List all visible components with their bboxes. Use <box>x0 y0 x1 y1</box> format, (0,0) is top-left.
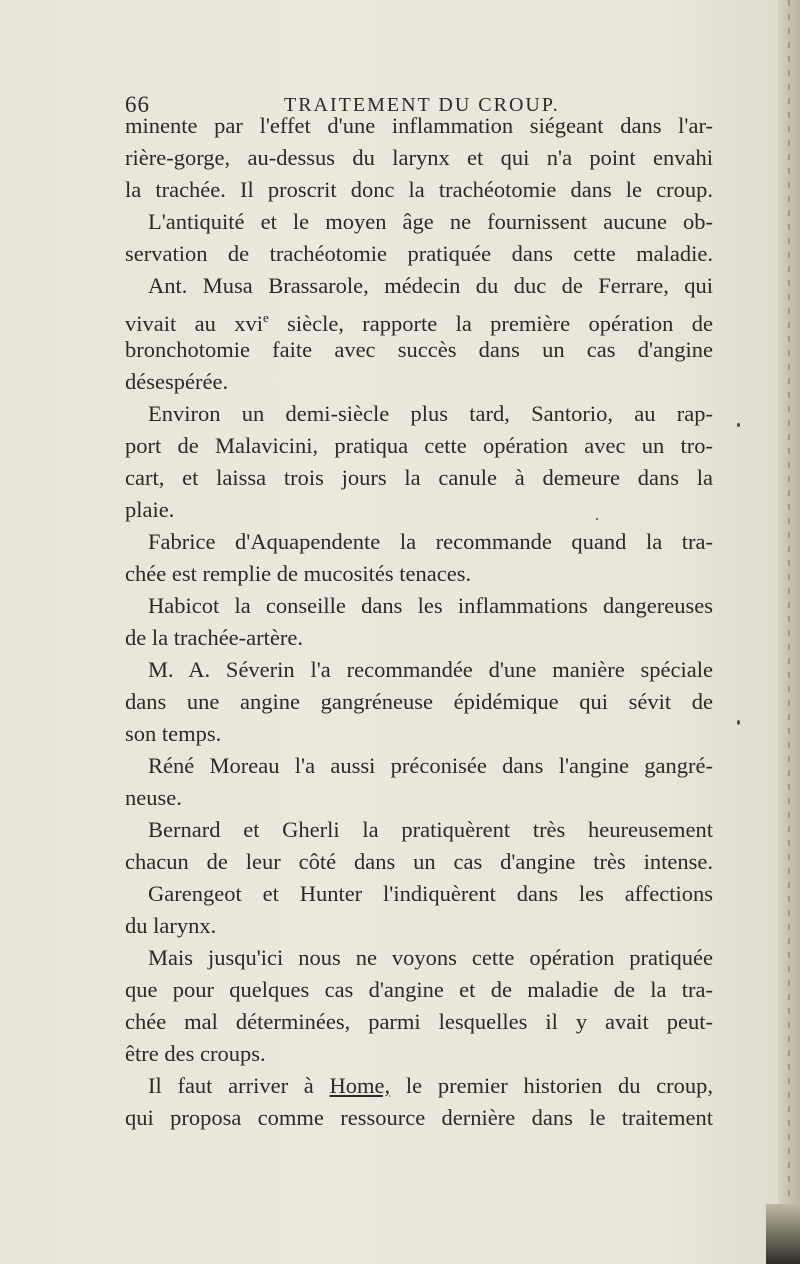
text-line: chée mal déterminées, parmi lesquelles il y avait peut- <box>125 1009 713 1034</box>
text-line <box>125 302 713 334</box>
text-line: de la trachée-artère. <box>125 625 303 650</box>
text-line: du larynx. <box>125 913 217 938</box>
underlined-name: Home, <box>329 1073 391 1098</box>
text-line: qui proposa comme ressource dernière dans le traitement <box>125 1105 713 1130</box>
text-fragment: siècle, rapporte la première opération de <box>287 311 714 336</box>
ink-speck <box>737 720 740 725</box>
text-line: neuse. <box>125 785 182 810</box>
ink-speck <box>737 423 740 427</box>
text-line: M. A. Séverin l'a recommandée d'une manière spéciale <box>148 657 713 682</box>
page-edge <box>778 0 800 1264</box>
text-line: Réné Moreau l'a aussi préconisée dans l'angine gangré- <box>148 753 713 778</box>
page-corner-shadow <box>766 1204 800 1264</box>
century-roman: xvi <box>234 311 263 336</box>
text-fragment: Il faut arriver à <box>148 1073 314 1098</box>
text-line: Garengeot et Hunter l'indiquèrent dans les affections <box>148 881 713 906</box>
century-superscript: e <box>262 310 269 325</box>
text-line: Bernard et Gherli la pratiquèrent très heureusement <box>148 817 713 842</box>
text-line: bronchotomie faite avec succès dans un cas d'angine <box>125 337 713 362</box>
text-line: être des croups. <box>125 1041 266 1066</box>
text-line: L'antiquité et le moyen âge ne fournissent aucune ob- <box>148 209 713 234</box>
text-line: Ant. Musa Brassarole, médecin du duc de Ferrare, qui <box>148 273 713 298</box>
text-line: port de Malavicini, pratiqua cette opération avec un tro- <box>125 433 713 458</box>
text-line: Fabrice d'Aquapendente la recommande quand la tra- <box>148 529 713 554</box>
text-line: rière-gorge, au-dessus du larynx et qui n'a point envahi <box>125 145 713 170</box>
running-head: TRAITEMENT DU CROUP. <box>284 94 560 116</box>
page-number: 66 <box>125 92 150 117</box>
text-line: que pour quelques cas d'angine et de maladie de la tra- <box>125 977 713 1002</box>
text-line: minente par l'effet d'une inflammation siégeant dans l'ar- <box>125 113 713 138</box>
ink-speck <box>596 518 598 520</box>
text-fragment: vivait au <box>125 311 216 336</box>
text-line: dans une angine gangréneuse épidémique qui sévit de <box>125 689 713 714</box>
text-line: Environ un demi-siècle plus tard, Santorio, au rap- <box>148 401 713 426</box>
body-text <box>125 110 713 1134</box>
text-fragment: le premier historien du croup, <box>405 1073 714 1098</box>
text-line: servation de trachéotomie pratiquée dans cette maladie. <box>125 241 713 266</box>
text-line: son temps. <box>125 721 222 746</box>
text-line: chée est remplie de mucosités tenaces. <box>125 561 472 586</box>
text-line <box>125 1070 713 1102</box>
text-line: chacun de leur côté dans un cas d'angine très intense. <box>125 849 713 874</box>
text-line: désespérée. <box>125 369 229 394</box>
text-line: cart, et laissa trois jours la canule à demeure dans la <box>125 465 713 490</box>
text-line: Mais jusqu'ici nous ne voyons cette opération pratiquée <box>148 945 713 970</box>
text-line: Habicot la conseille dans les inflammations dangereuses <box>148 593 713 618</box>
text-line: la trachée. Il proscrit donc la trachéotomie dans le croup. <box>125 177 713 202</box>
edge-scratch <box>788 0 790 1264</box>
text-line: plaie. <box>125 497 175 522</box>
